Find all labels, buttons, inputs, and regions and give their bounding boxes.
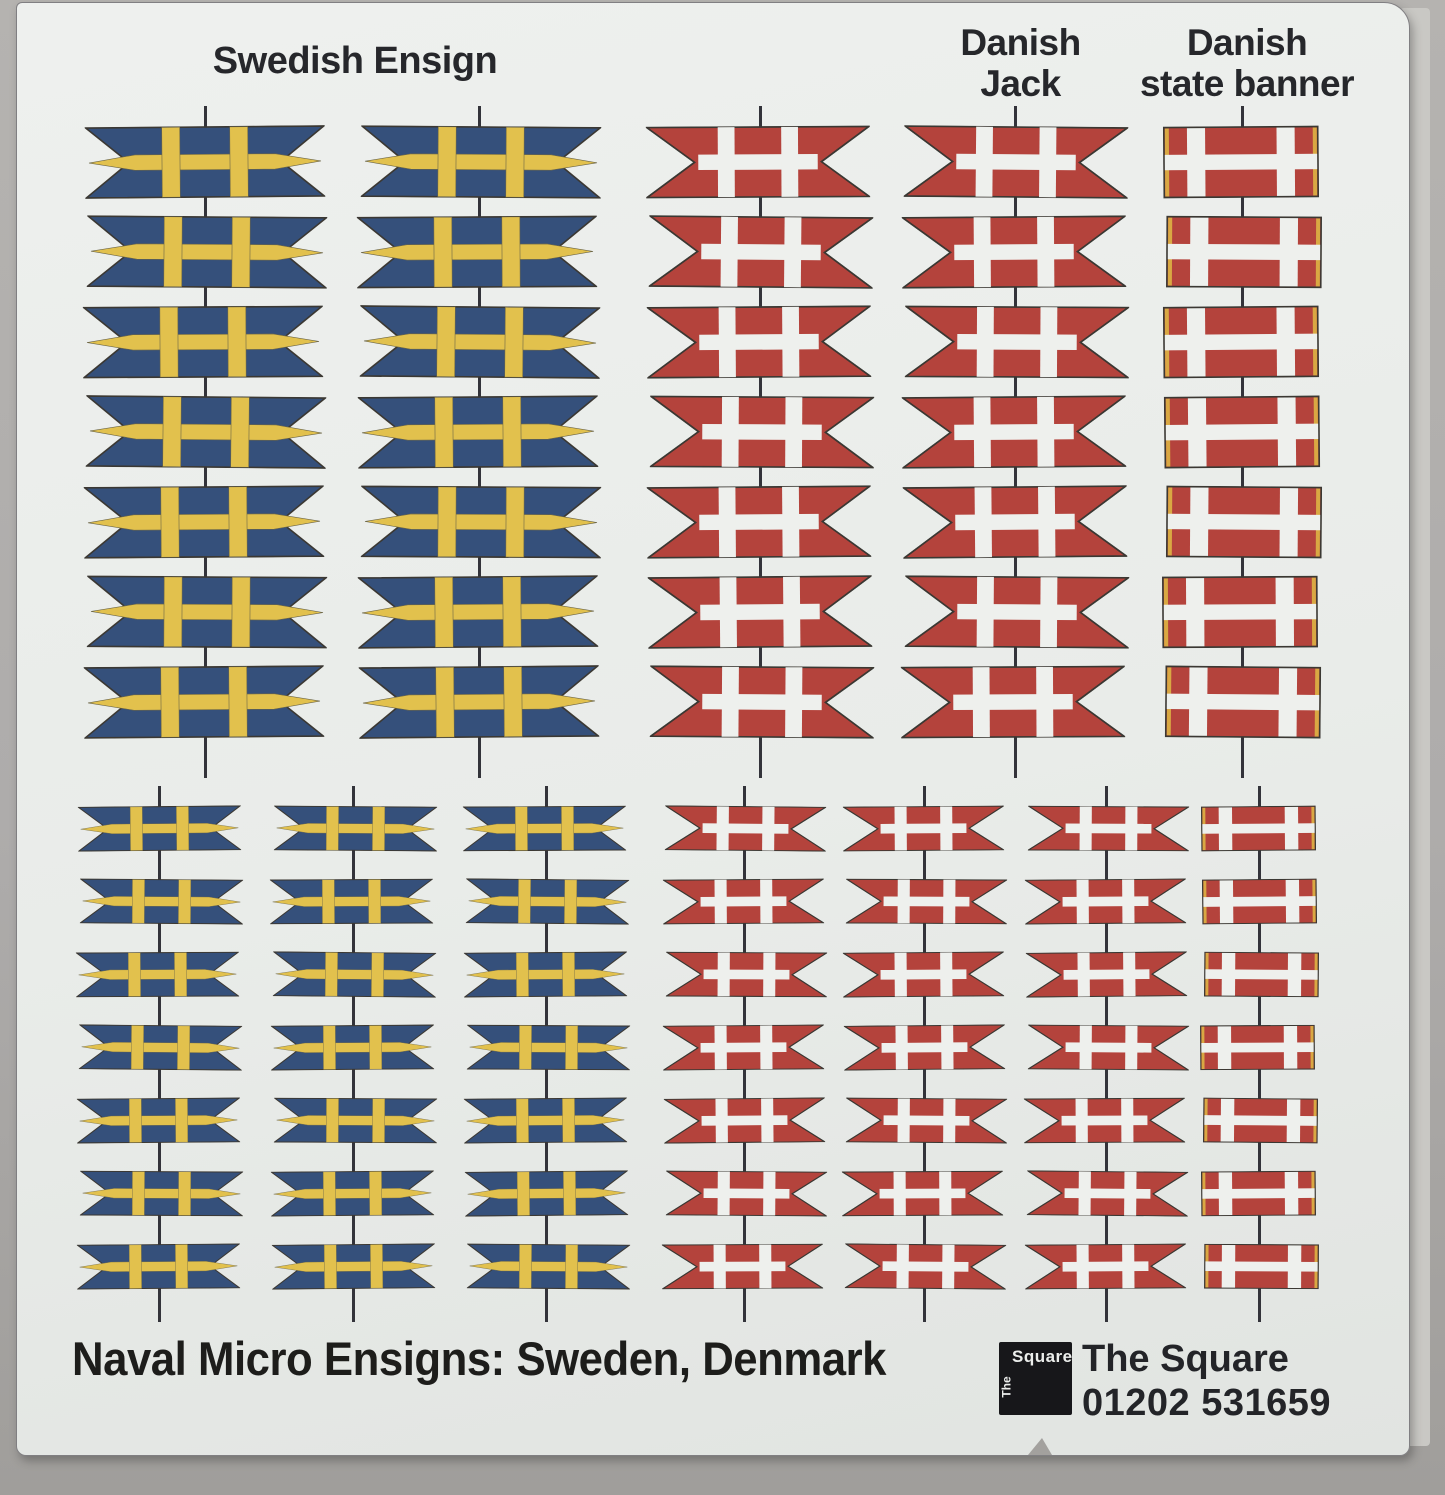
swedish-ensign-flag <box>85 125 326 199</box>
swedish-ensign-flag <box>87 575 327 648</box>
swedish-ensign-flag <box>465 878 628 924</box>
swedish-ensign-flag <box>464 1170 627 1216</box>
danish-jack-flag <box>844 1243 1005 1289</box>
swedish-ensign-flag <box>361 125 601 199</box>
danish-jack-flag <box>650 665 874 739</box>
danish-state-banner-flag <box>1203 1244 1318 1290</box>
danish-jack-flag <box>841 1171 1002 1217</box>
swedish-ensign-flag <box>271 1243 434 1289</box>
swedish-ensign-flag <box>463 951 626 997</box>
danish-jack-flag <box>648 575 873 649</box>
danish-jack-flag <box>903 485 1128 559</box>
danish-jack-flag <box>650 395 874 468</box>
swedish-ensign-flag <box>270 1024 433 1070</box>
swedish-ensign-flag <box>358 395 598 469</box>
header-danish-state-banner-line2: state banner <box>1139 63 1354 105</box>
swedish-ensign-flag <box>269 879 432 925</box>
danish-jack-flag <box>665 1170 826 1216</box>
danish-jack-flag <box>646 125 870 198</box>
danish-jack-flag <box>662 1024 823 1070</box>
swedish-ensign-flag <box>84 665 325 739</box>
header-swedish-ensign <box>150 40 560 83</box>
swedish-ensign-flag <box>270 1170 433 1216</box>
brand-name: The Square <box>1082 1338 1289 1380</box>
swedish-ensign-flag <box>87 215 327 289</box>
danish-jack-flag <box>647 305 871 379</box>
swedish-ensign-flag <box>273 805 436 851</box>
swedish-ensign-flag <box>359 665 600 739</box>
swedish-ensign-flag <box>463 1097 626 1143</box>
danish-state-banner-flag <box>1203 952 1318 998</box>
danish-state-banner-flag <box>1166 485 1322 558</box>
danish-jack-flag <box>905 575 1129 649</box>
danish-jack-flag <box>904 125 1129 199</box>
swedish-ensign-flag <box>84 485 324 559</box>
danish-jack-flag <box>902 395 1127 469</box>
logo-the-text: The <box>999 1376 1014 1398</box>
logo-square-text: Square <box>1012 1347 1073 1366</box>
swedish-ensign-flag <box>273 1098 436 1144</box>
swedish-ensign-flag <box>76 1243 239 1289</box>
swedish-ensign-flag <box>466 1025 629 1071</box>
swedish-ensign-flag <box>76 1097 239 1143</box>
danish-jack-flag <box>665 952 826 998</box>
the-square-logo <box>999 1342 1072 1415</box>
swedish-ensign-flag <box>86 395 327 469</box>
danish-state-banner-flag <box>1202 1097 1317 1143</box>
danish-state-banner-flag <box>1201 878 1316 924</box>
danish-jack-flag <box>845 879 1006 925</box>
danish-jack-flag <box>842 951 1003 997</box>
swedish-ensign-flag <box>75 952 238 998</box>
danish-jack-flag <box>1024 878 1185 924</box>
danish-state-banner-flag <box>1162 576 1318 649</box>
danish-jack-flag <box>662 878 823 924</box>
danish-jack-flag <box>1027 806 1188 852</box>
brand-phone: 01202 531659 <box>1082 1382 1332 1424</box>
swedish-ensign-flag <box>462 806 625 852</box>
swedish-ensign-flag <box>466 1243 629 1289</box>
swedish-ensign-flag <box>79 1171 242 1217</box>
danish-jack-flag <box>647 485 872 559</box>
danish-jack-flag <box>664 805 825 851</box>
swedish-ensign-flag <box>361 485 601 558</box>
danish-jack-flag <box>901 665 1125 738</box>
danish-state-banner-flag <box>1200 1171 1315 1217</box>
swedish-ensign-flag <box>357 215 597 288</box>
header-danish-jack <box>928 22 1113 105</box>
danish-jack-flag <box>663 1097 824 1143</box>
swedish-ensign-flag <box>272 951 435 997</box>
danish-jack-flag <box>845 1097 1006 1143</box>
danish-state-banner-flag <box>1200 806 1315 852</box>
danish-jack-flag <box>1023 1098 1184 1144</box>
sheet-edge-tear <box>1028 1438 1052 1455</box>
danish-jack-flag <box>649 215 874 289</box>
danish-state-banner-flag <box>1165 665 1322 738</box>
danish-jack-flag <box>902 215 1126 289</box>
danish-jack-flag <box>843 1024 1004 1070</box>
product-title: Naval Micro Ensigns: Sweden, Denmark <box>72 1332 887 1385</box>
swedish-ensign-flag <box>83 305 323 378</box>
swedish-ensign-flag <box>77 805 240 851</box>
danish-state-banner-flag <box>1199 1025 1314 1071</box>
danish-jack-flag <box>905 305 1129 378</box>
swedish-ensign-flag <box>79 878 242 924</box>
danish-jack-flag <box>1026 1170 1187 1216</box>
danish-jack-flag <box>1024 1243 1185 1289</box>
danish-state-banner-flag <box>1163 305 1320 378</box>
danish-jack-flag <box>661 1244 822 1290</box>
header-danish-state-banner <box>1116 22 1378 105</box>
danish-state-banner-flag <box>1164 395 1321 468</box>
danish-jack-flag <box>1025 951 1186 997</box>
header-danish-jack-line2: Jack <box>980 63 1061 105</box>
header-danish-jack-line1: Danish <box>960 22 1081 63</box>
danish-state-banner-flag <box>1163 125 1319 198</box>
header-danish-state-banner-line1: Danish <box>1186 22 1308 63</box>
swedish-ensign-flag <box>78 1024 241 1070</box>
header-swedish-ensign-label: Swedish Ensign <box>212 40 498 82</box>
danish-state-banner-flag <box>1166 216 1322 289</box>
danish-jack-flag <box>1027 1024 1188 1070</box>
swedish-ensign-flag <box>358 575 599 649</box>
danish-jack-flag <box>842 805 1003 851</box>
swedish-ensign-flag <box>360 305 601 379</box>
